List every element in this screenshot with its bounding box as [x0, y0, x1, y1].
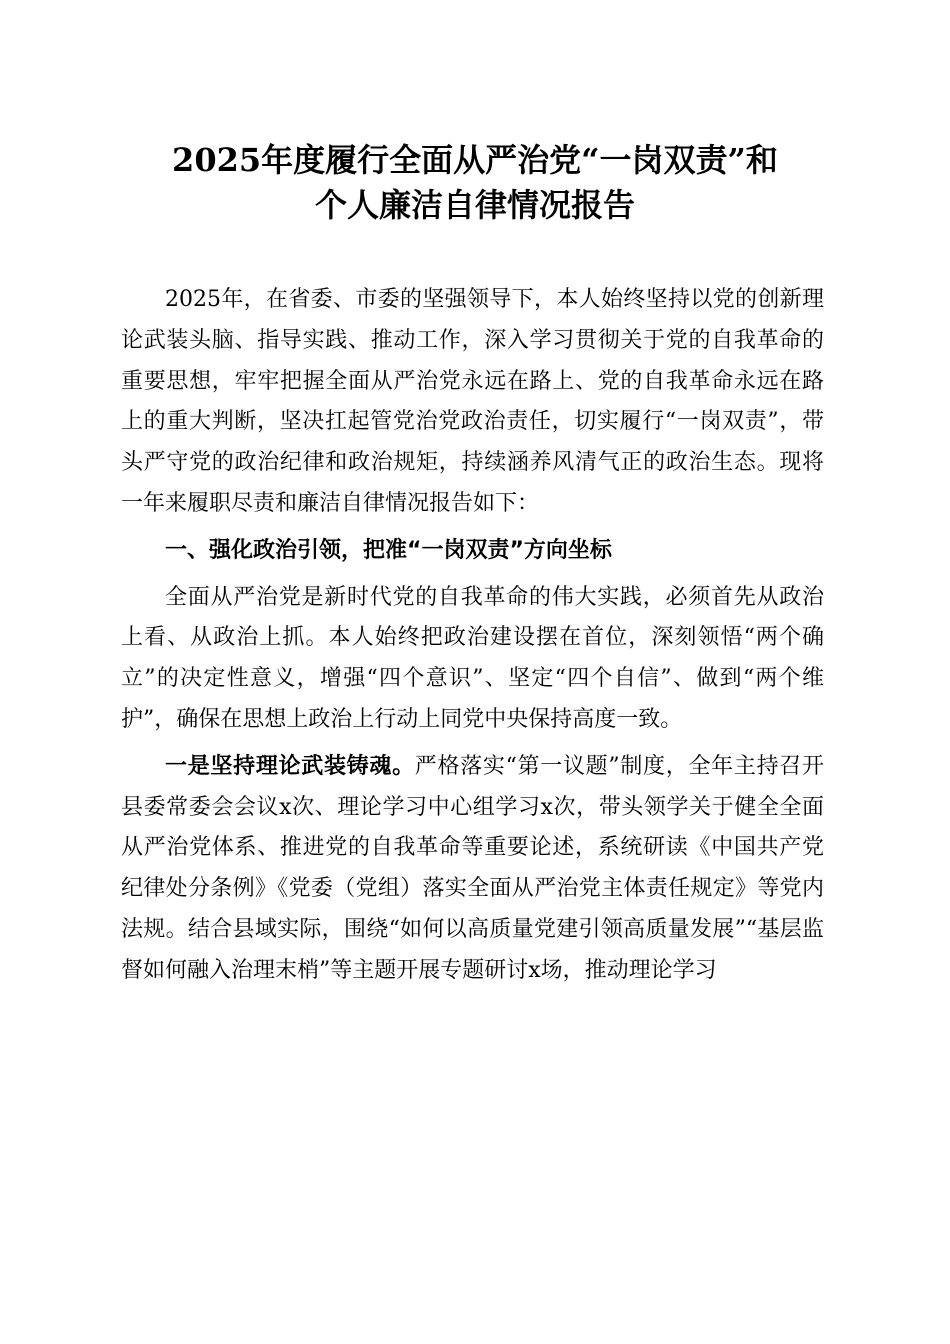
- point-1-paragraph: [121, 747, 824, 992]
- document-body: [121, 280, 824, 992]
- title-line-1: 2025年度履行全面从严治党“一岗双责”和: [172, 141, 778, 179]
- section-1-heading: 一、强化政治引领，把准“一岗双责”方向坐标: [165, 537, 612, 563]
- document-title: [100, 138, 850, 228]
- point-1-lead: 一是坚持理论武装铸魂。: [165, 753, 415, 779]
- section-1-paragraph: 全面从严治党是新时代党的自我革命的伟大实践，必须首先从政治上看、从政治上抓。本人始终把政治建设摆在首位，深刻领悟“两个确立”的决定性意义，增强“四个意识”、坚定“四个自信”、做到“两个维护”，确保在思想上政治上行动上同党中央保持高度一致。: [121, 584, 824, 732]
- intro-paragraph: 2025年，在省委、市委的坚强领导下，本人始终坚持以党的创新理论武装头脑、指导实践、推动工作，深入学习贯彻关于党的自我革命的重要思想，牢牢把握全面从严治党永远在路上、党的自我革命永远在路上的重大判断，坚决扛起管党治党政治责任，切实履行“一岗双责”，带头严守党的政治纪律和政治规矩，持续涵养风清气正的政治生态。现将一年来履职尽责和廉洁自律情况报告如下：: [121, 287, 824, 516]
- point-1-text: 严格落实“第一议题”制度，全年主持召开县委常委会会议x次、理论学习中心组学习x次，带头领学关于健全全面从严治党体系、推进党的自我革命等重要论述，系统研读《中国共产党纪律处分条例》《党委（党组）落实全面从严治党主体责任规定》等党内法规。结合县域实际，围绕“如何以高质量党建引领高质量发展”“基层监督如何融入治理末梢”等主题开展专题研讨x场，推动理论学习: [121, 753, 824, 983]
- title-line-2: 个人廉洁自律情况报告: [314, 186, 635, 224]
